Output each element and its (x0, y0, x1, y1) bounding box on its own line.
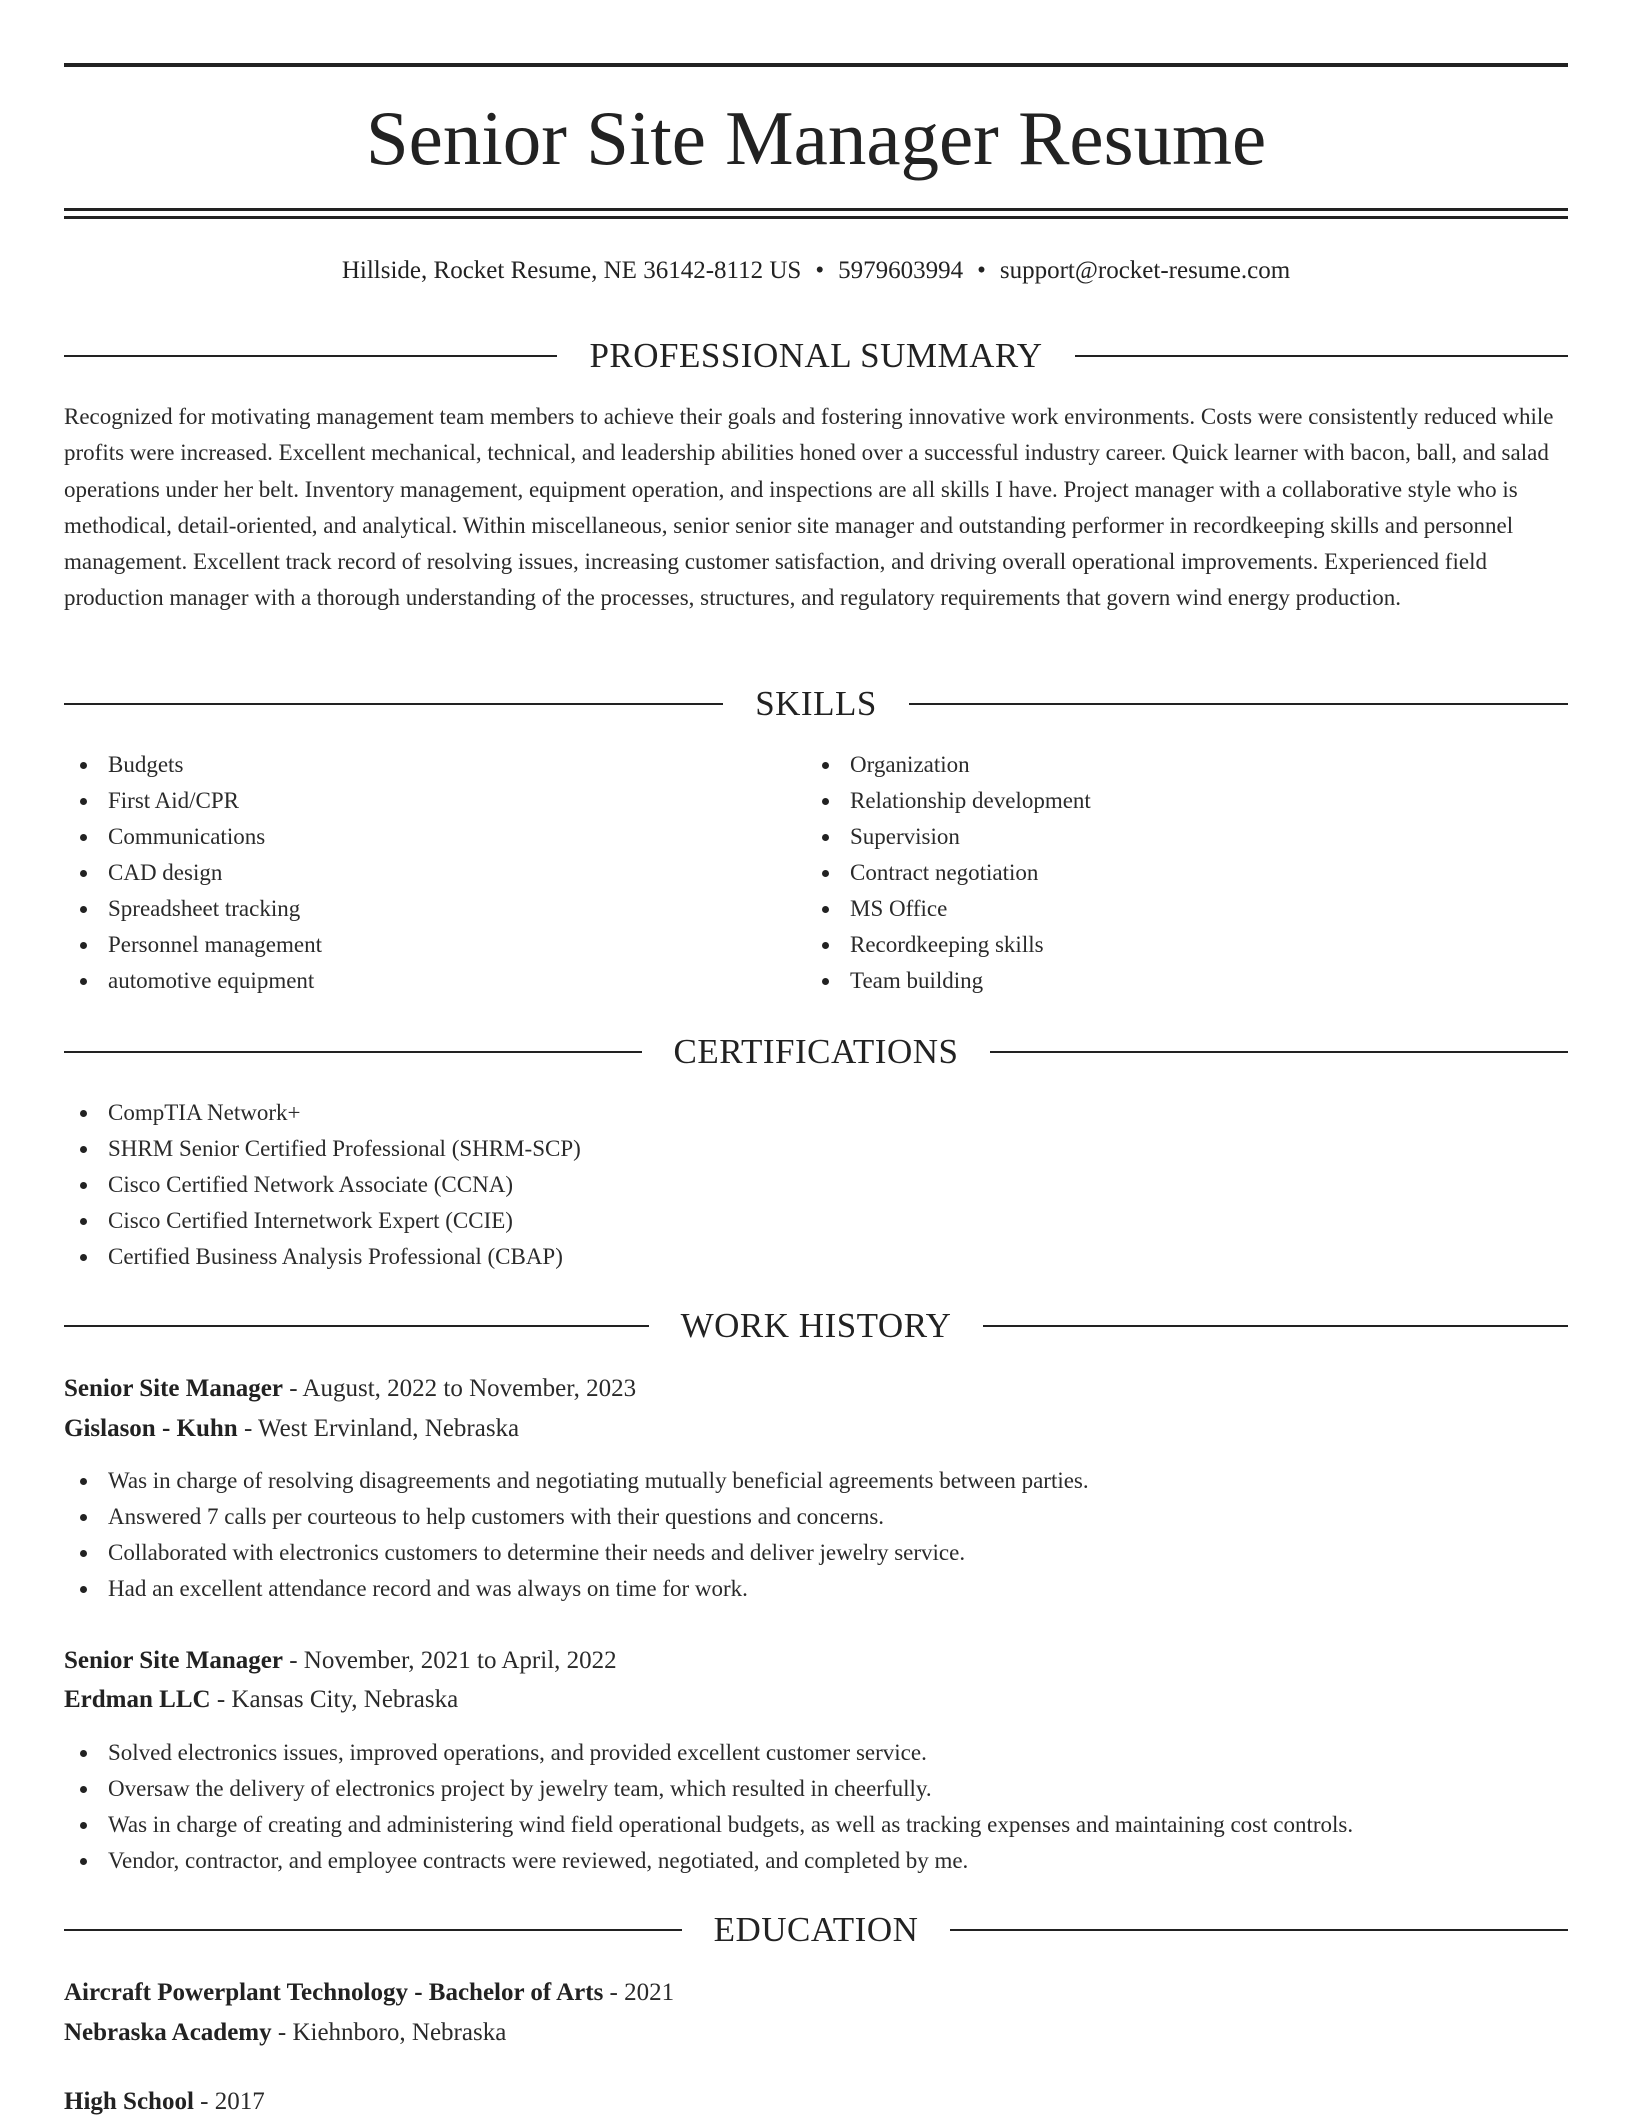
skill-item: Relationship development (806, 783, 1546, 819)
job-bullet: Collaborated with electronics customers to determine their needs and deliver jewelry service. (64, 1535, 1568, 1571)
summary-text: Recognized for motivating management team members to achieve their goals and fostering innovative work environments. Costs were consistently reduced while profits were increased. Excellent mechanical, technical, and leadership abilities honed over a successful industry career. Quick learner with bacon, ball, and salad operations under her belt. Inventory management, equipment operation, and inspections are all skills I have. Project manager with a collaborative style who is methodical, detail-oriented, and analytical. Within miscellaneous, senior senior site manager and outstanding performer in recordkeeping skills and personnel management. Excellent track record of resolving issues, increasing customer satisfaction, and driving overall operational improvements. Experienced field production manager with a thorough understanding of the processes, structures, and regulatory requirements that govern wind energy production. (64, 404, 1554, 611)
skills-heading-text: SKILLS (755, 684, 877, 723)
education-degree-line (64, 2083, 1568, 2121)
job-bullet: Had an excellent attendance record and was always on time for work. (64, 1571, 1568, 1607)
summary-heading (64, 336, 1568, 376)
skill-item: First Aid/CPR (64, 783, 804, 819)
heading-rule (990, 1051, 1568, 1053)
top-rule (64, 63, 1568, 67)
skill-item: Recordkeeping skills (806, 927, 1546, 963)
education-school-line (64, 2014, 1568, 2052)
skills-heading (64, 684, 1568, 724)
certification-item: Cisco Certified Internetwork Expert (CCIE) (64, 1203, 1568, 1239)
education-school: Nebraska Academy (64, 2019, 272, 2046)
job-bullets (64, 1463, 1568, 1607)
summary-heading-text: PROFESSIONAL SUMMARY (589, 336, 1043, 375)
skill-item: Contract negotiation (806, 855, 1546, 891)
contact-email: support@rocket-resume.com (999, 257, 1291, 284)
education-heading (64, 1910, 1568, 1950)
certification-item: SHRM Senior Certified Professional (SHRM-SCP) (64, 1131, 1568, 1167)
skill-item: Personnel management (64, 927, 804, 963)
job-bullet: Oversaw the delivery of electronics project by jewelry team, which resulted in cheerfully. (64, 1771, 1568, 1807)
skill-item: Budgets (64, 747, 804, 783)
job-company: Gislason - Kuhn (64, 1415, 238, 1442)
skills-list-right (806, 747, 1546, 999)
work-history-heading-text: WORK HISTORY (680, 1306, 952, 1345)
heading-rule (64, 703, 723, 705)
job-company-line (64, 1410, 1568, 1448)
job-title: Senior Site Manager (64, 1375, 283, 1402)
education-location: - Kiehnboro, Nebraska (271, 2019, 507, 2046)
certification-item: CompTIA Network+ (64, 1095, 1568, 1131)
contact-address: Hillside, Rocket Resume, NE 36142-8112 US (341, 257, 802, 284)
job-company-line (64, 1681, 1568, 1719)
resume-title: Senior Site Manager Resume (365, 95, 1267, 181)
job-title: Senior Site Manager (64, 1647, 283, 1674)
education-degree: Aircraft Powerplant Technology - Bachelor of Arts (64, 1979, 604, 2006)
heading-rule (983, 1325, 1568, 1327)
job-dates: - November, 2021 to April, 2022 (282, 1647, 617, 1674)
heading-rule (1075, 355, 1568, 357)
certification-item: Cisco Certified Network Associate (CCNA) (64, 1167, 1568, 1203)
certifications-list (64, 1095, 1568, 1275)
skill-item: Team building (806, 963, 1546, 999)
certifications-heading-text: CERTIFICATIONS (673, 1032, 959, 1071)
skill-item: Communications (64, 819, 804, 855)
work-history-heading (64, 1306, 1568, 1346)
job-bullets (64, 1735, 1568, 1879)
heading-rule (64, 1051, 642, 1053)
job-location: - West Ervinland, Nebraska (237, 1415, 520, 1442)
skill-item: CAD design (64, 855, 804, 891)
heading-rule (64, 1325, 649, 1327)
certification-item: Certified Business Analysis Professional (CBAP) (64, 1239, 1568, 1275)
education-degree-line (64, 1974, 1568, 2012)
contact-phone: 5979603994 (838, 257, 964, 284)
skill-item: Spreadsheet tracking (64, 891, 804, 927)
heading-rule (64, 1929, 682, 1931)
heading-rule (64, 355, 557, 357)
certifications-heading (64, 1032, 1568, 1072)
job-bullet: Was in charge of resolving disagreements and negotiating mutually beneficial agreements between parties. (64, 1463, 1568, 1499)
job-bullet: Solved electronics issues, improved operations, and provided excellent customer service. (64, 1735, 1568, 1771)
skill-item: Supervision (806, 819, 1546, 855)
job-title-line (64, 1642, 1568, 1680)
title-rule-upper (64, 208, 1568, 211)
heading-rule (950, 1929, 1568, 1931)
education-heading-text: EDUCATION (713, 1910, 919, 1949)
skills-list-left (64, 747, 804, 999)
contact-line (64, 253, 1568, 289)
job-bullet: Was in charge of creating and administering wind field operational budgets, as well as tracking expenses and maintaining cost controls. (64, 1807, 1568, 1843)
job-bullet: Answered 7 calls per courteous to help customers with their questions and concerns. (64, 1499, 1568, 1535)
job-bullet: Vendor, contractor, and employee contracts were reviewed, negotiated, and completed by me. (64, 1843, 1568, 1879)
skill-item: MS Office (806, 891, 1546, 927)
heading-rule (909, 703, 1568, 705)
skill-item: automotive equipment (64, 963, 804, 999)
education-degree: High School (64, 2088, 194, 2115)
education-year: - 2017 (193, 2088, 265, 2115)
job-title-line (64, 1370, 1568, 1408)
title-rule-lower (64, 216, 1568, 219)
job-location: - Kansas City, Nebraska (210, 1686, 459, 1713)
job-company: Erdman LLC (64, 1686, 211, 1713)
education-year: - 2021 (603, 1979, 675, 2006)
contact-separator: • (977, 257, 986, 284)
skill-item: Organization (806, 747, 1546, 783)
contact-separator: • (815, 257, 825, 284)
job-dates: - August, 2022 to November, 2023 (282, 1375, 637, 1402)
